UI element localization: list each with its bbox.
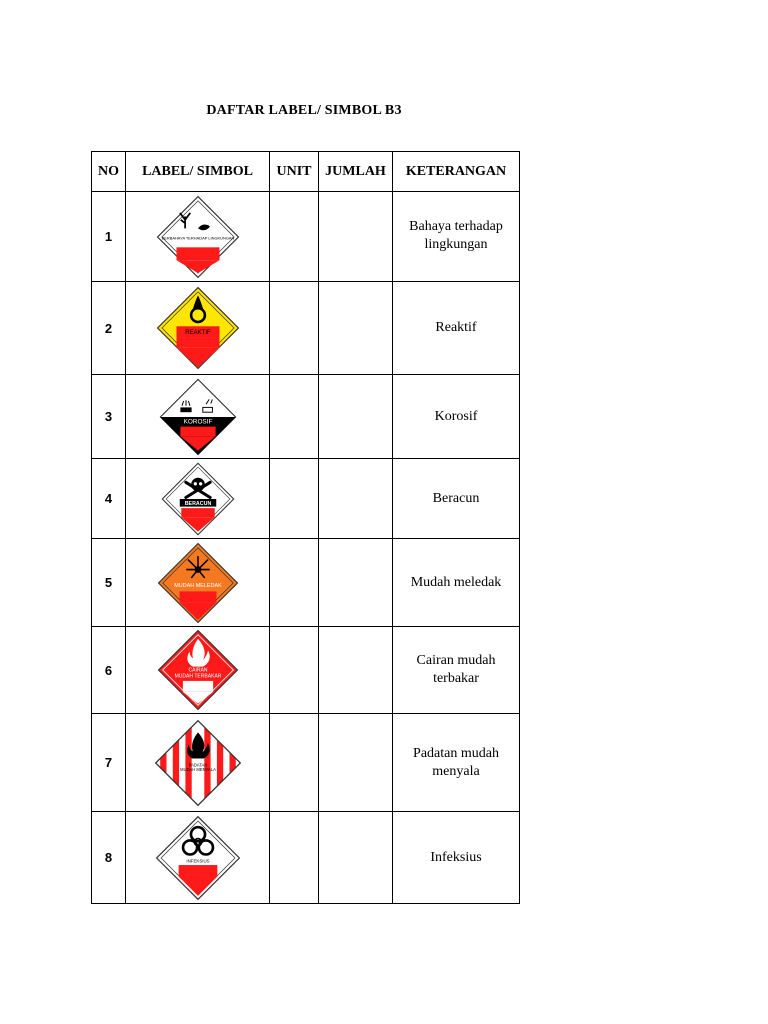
table-row bbox=[92, 459, 520, 539]
symbol-label: BERBAHAYA TERHADAP LINGKUNGAN bbox=[161, 235, 234, 241]
note-cell bbox=[393, 192, 520, 282]
header-amount: JUMLAH bbox=[319, 152, 393, 192]
amount-cell bbox=[319, 375, 393, 459]
note-cell bbox=[393, 375, 520, 459]
amount-cell bbox=[319, 627, 393, 714]
symbol-label: PADATAN bbox=[188, 762, 207, 768]
header-unit: UNIT bbox=[270, 152, 319, 192]
note-line: Beracun bbox=[432, 490, 480, 506]
note-line: Padatan mudah bbox=[413, 745, 499, 761]
explosive-icon bbox=[154, 541, 242, 625]
flammable-liquid-icon bbox=[155, 628, 241, 712]
skull-crossbones-icon bbox=[155, 461, 241, 537]
note-line: Cairan mudah bbox=[416, 653, 496, 668]
unit-cell bbox=[270, 627, 319, 714]
amount-cell bbox=[319, 812, 393, 904]
unit-cell bbox=[270, 714, 319, 812]
note-line: lingkungan bbox=[424, 237, 488, 252]
symbol-cell bbox=[126, 459, 270, 539]
symbol-label: MUDAH MENYALA bbox=[179, 766, 216, 772]
symbol-label: CAIRAN bbox=[187, 667, 208, 674]
unit-cell bbox=[270, 375, 319, 459]
b3-symbol-table bbox=[91, 151, 520, 904]
unit-cell bbox=[270, 282, 319, 375]
table-header-row bbox=[92, 152, 520, 192]
symbol-label: BERACUN bbox=[184, 500, 211, 507]
symbol-cell bbox=[126, 192, 270, 282]
table-row bbox=[92, 812, 520, 904]
row-number: 1 bbox=[92, 192, 126, 282]
oxidizer-icon bbox=[154, 285, 242, 371]
biohazard-icon bbox=[153, 814, 243, 902]
note-cell bbox=[393, 282, 520, 375]
row-number: 6 bbox=[92, 627, 126, 714]
table-row bbox=[92, 627, 520, 714]
note-line: Bahaya terhadap bbox=[409, 219, 503, 234]
row-number: 2 bbox=[92, 282, 126, 375]
unit-cell bbox=[270, 192, 319, 282]
symbol-cell bbox=[126, 627, 270, 714]
table-row bbox=[92, 539, 520, 627]
note-line: menyala bbox=[432, 763, 480, 779]
amount-cell bbox=[319, 539, 393, 627]
note-line: Reaktif bbox=[435, 320, 477, 335]
table-row bbox=[92, 714, 520, 812]
unit-cell bbox=[270, 812, 319, 904]
row-number: 8 bbox=[92, 812, 126, 904]
table-row bbox=[92, 282, 520, 375]
row-number: 7 bbox=[92, 714, 126, 812]
symbol-cell bbox=[126, 375, 270, 459]
note-line: Infeksius bbox=[430, 849, 482, 865]
amount-cell bbox=[319, 282, 393, 375]
row-number: 3 bbox=[92, 375, 126, 459]
note-cell bbox=[393, 459, 520, 539]
header-symbol: LABEL/ SIMBOL bbox=[126, 152, 270, 192]
symbol-cell bbox=[126, 539, 270, 627]
symbol-label: KOROSIF bbox=[183, 417, 212, 425]
amount-cell bbox=[319, 714, 393, 812]
symbol-cell bbox=[126, 812, 270, 904]
row-number: 4 bbox=[92, 459, 126, 539]
symbol-cell bbox=[126, 282, 270, 375]
symbol-label: MUDAH MELEDAK bbox=[173, 582, 222, 589]
corrosive-icon bbox=[153, 377, 243, 457]
symbol-label: MUDAH TERBAKAR bbox=[174, 673, 221, 680]
symbol-label: INFEKSIUS bbox=[185, 857, 210, 863]
note-cell bbox=[393, 539, 520, 627]
table-row bbox=[92, 375, 520, 459]
note-cell bbox=[393, 714, 520, 812]
note-line: Mudah meledak bbox=[410, 574, 502, 590]
row-number: 5 bbox=[92, 539, 126, 627]
note-cell bbox=[393, 627, 520, 714]
environmental-hazard-icon bbox=[153, 194, 243, 280]
symbol-cell bbox=[126, 714, 270, 812]
document-title: DAFTAR LABEL/ SIMBOL B3 bbox=[206, 103, 402, 118]
table-row bbox=[92, 192, 520, 282]
unit-cell bbox=[270, 459, 319, 539]
note-cell bbox=[393, 812, 520, 904]
amount-cell bbox=[319, 459, 393, 539]
note-line: terbakar bbox=[433, 671, 479, 686]
flammable-solid-icon bbox=[153, 718, 243, 808]
unit-cell bbox=[270, 539, 319, 627]
header-note: KETERANGAN bbox=[393, 152, 520, 192]
header-no: NO bbox=[92, 152, 126, 192]
amount-cell bbox=[319, 192, 393, 282]
symbol-label: REAKTIF bbox=[184, 330, 211, 337]
note-line: Korosif bbox=[434, 408, 478, 424]
